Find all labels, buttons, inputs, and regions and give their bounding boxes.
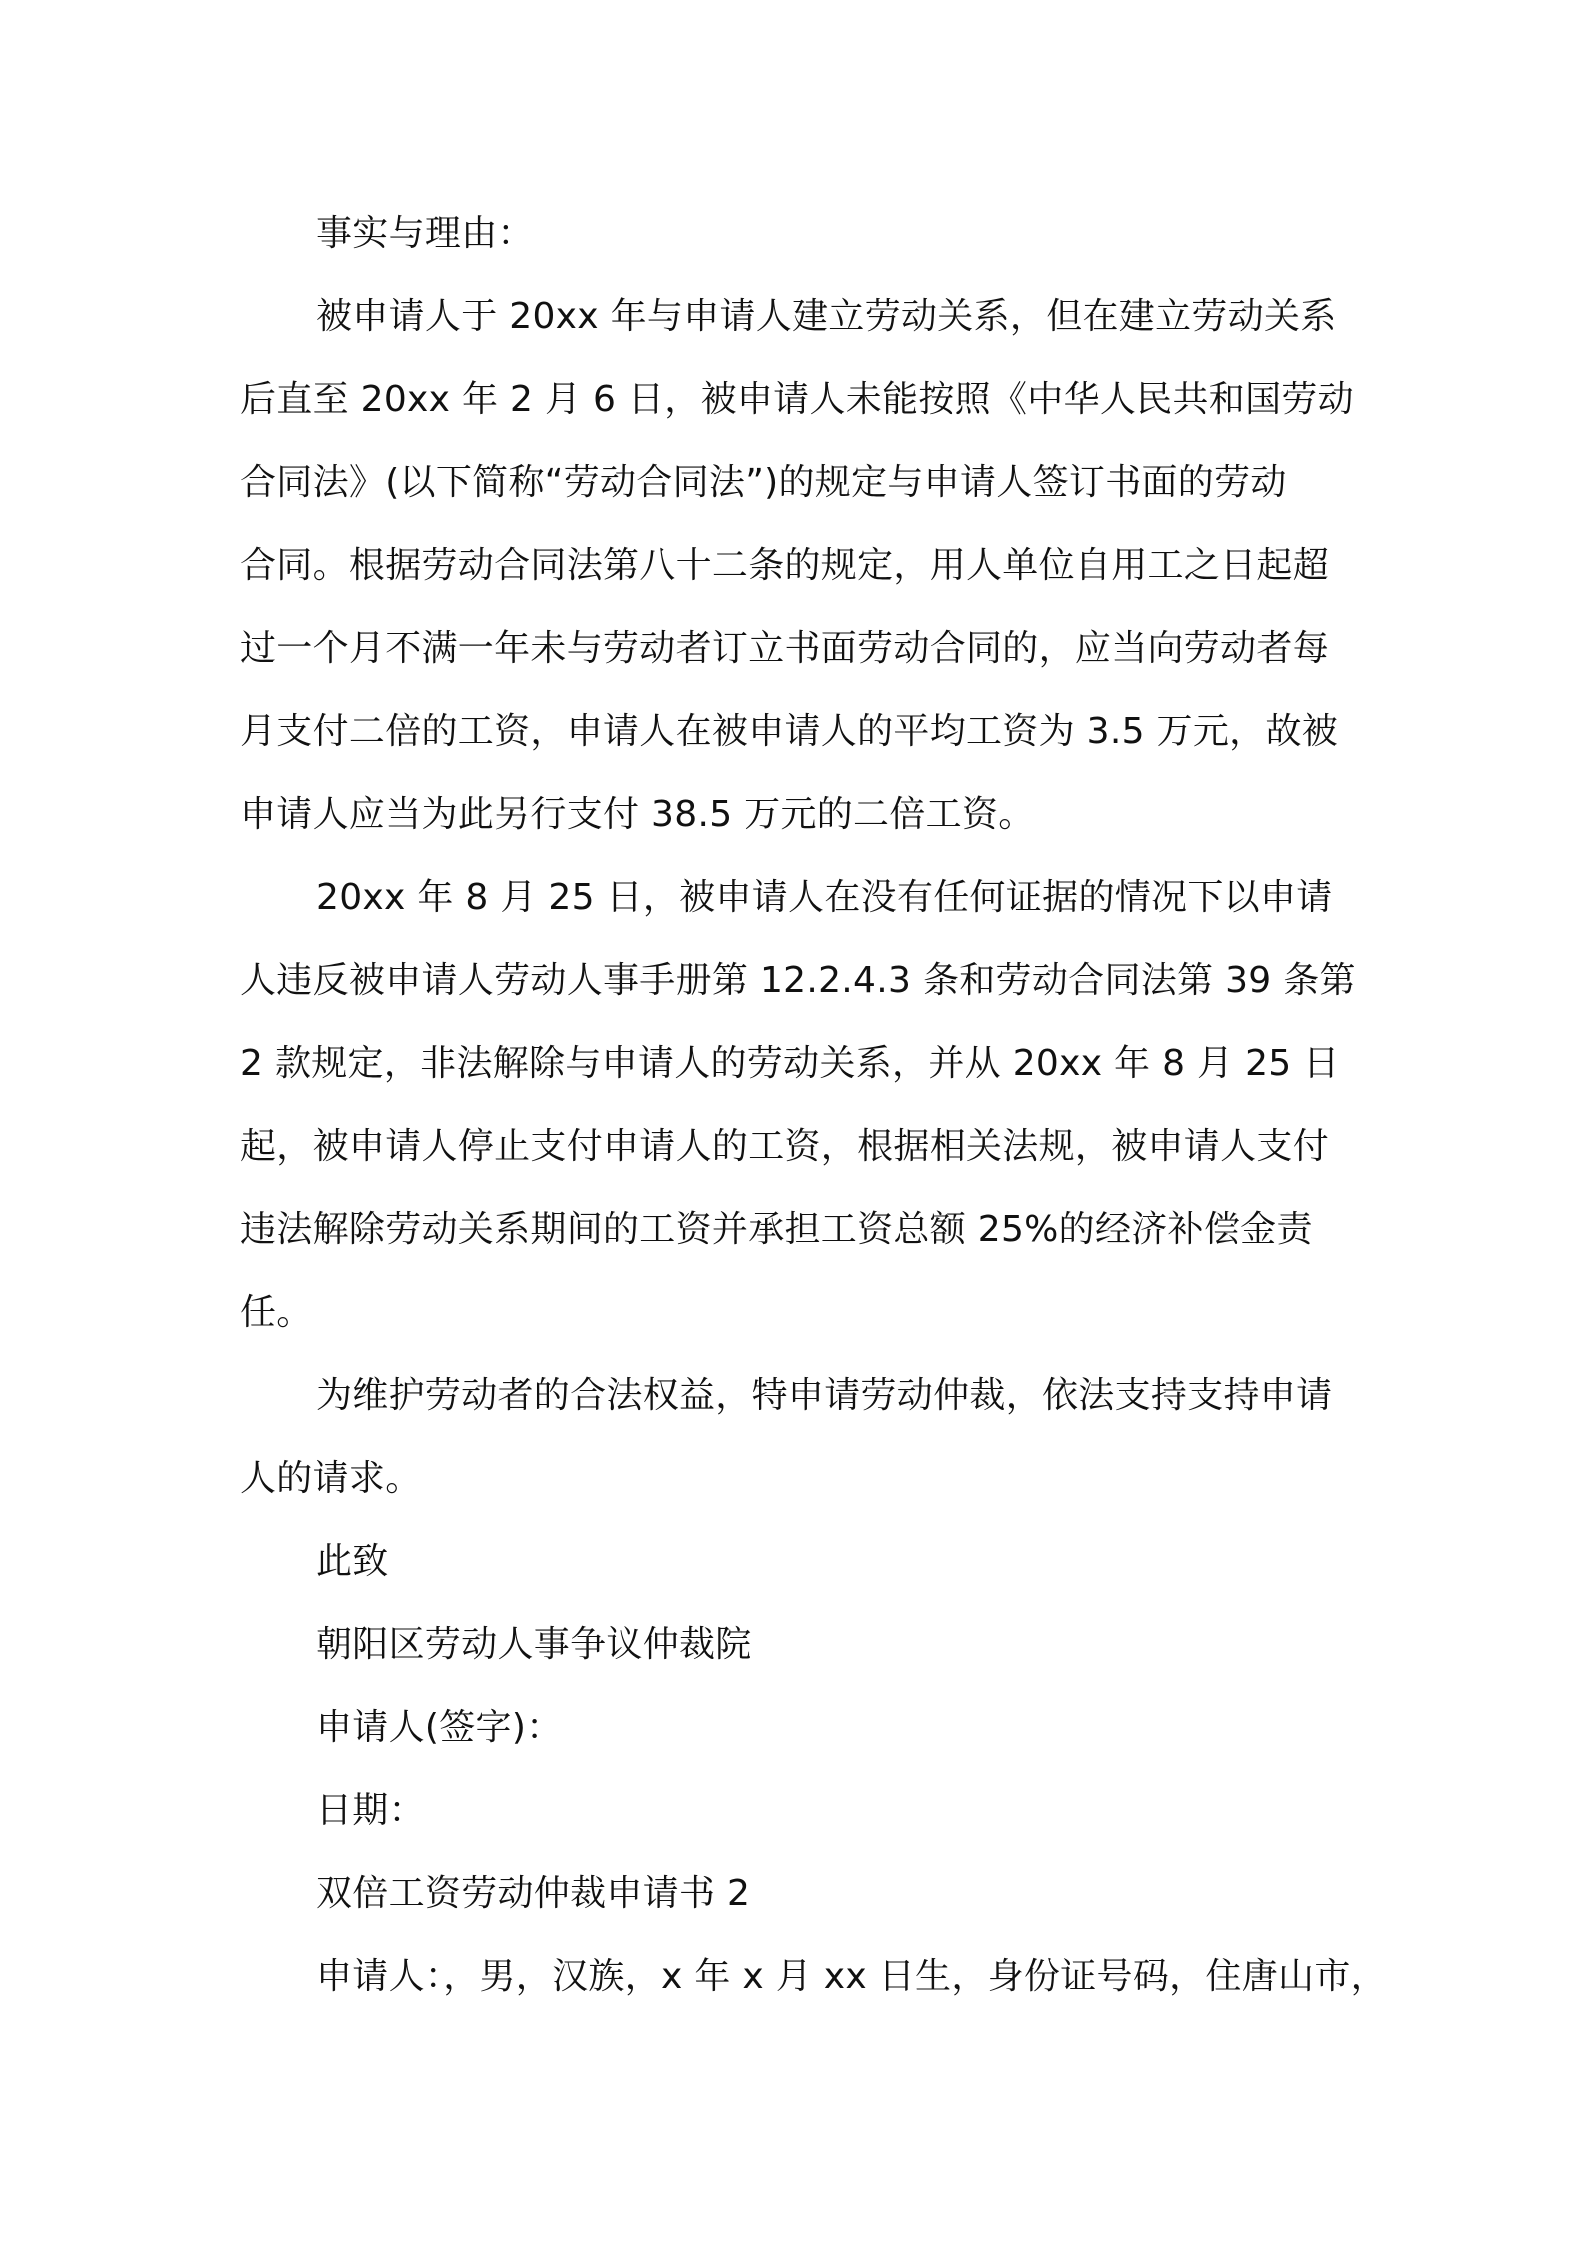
paragraph-termination: [240, 856, 1356, 1354]
paragraph-line: 被申请人于 20xx 年与申请人建立劳动关系，但在建立劳动关系: [316, 296, 1337, 337]
paragraph-line: 合同法》(以下简称“劳动合同法”)的规定与申请人签订书面的劳动: [240, 462, 1287, 503]
paragraph-line: 起，被申请人停止支付申请人的工资，根据相关法规，被申请人支付: [240, 1126, 1330, 1167]
paragraph-line: 人的请求。: [240, 1458, 422, 1499]
closing-salutation: 此致: [316, 1541, 389, 1582]
applicant-info: 申请人：，男，汉族，x 年 x 月 xx 日生，身份证号码，住唐山市，: [316, 1956, 1387, 1997]
paragraph-line: 月支付二倍的工资，申请人在被申请人的平均工资为 3.5 万元，故被: [240, 711, 1339, 752]
paragraph-line: 申请人应当为此另行支付 38.5 万元的二倍工资。: [240, 794, 1035, 835]
paragraph-line: 违法解除劳动关系期间的工资并承担工资总额 25%的经济补偿金责: [240, 1209, 1313, 1250]
document-body: [240, 192, 1387, 2018]
recipient-name: 朝阳区劳动人事争议仲裁院: [316, 1624, 752, 1665]
date-label: 日期：: [316, 1790, 425, 1831]
next-document-title: 双倍工资劳动仲裁申请书 2: [316, 1873, 751, 1914]
paragraph-facts: [240, 275, 1356, 856]
paragraph-line: 合同。根据劳动合同法第八十二条的规定，用人单位自用工之日起超: [240, 545, 1330, 586]
signature-label: 申请人(签字)：: [316, 1707, 563, 1748]
paragraph-request: [240, 1354, 1356, 1520]
paragraph-line: 过一个月不满一年未与劳动者订立书面劳动合同的，应当向劳动者每: [240, 628, 1330, 669]
paragraph-line: 2 款规定，非法解除与申请人的劳动关系，并从 20xx 年 8 月 25 日: [240, 1043, 1340, 1084]
paragraph-line: 任。: [240, 1292, 313, 1333]
paragraph-line: 人违反被申请人劳动人事手册第 12.2.4.3 条和劳动合同法第 39 条第: [240, 960, 1356, 1001]
section-heading: 事实与理由：: [316, 213, 534, 254]
paragraph-line: 为维护劳动者的合法权益，特申请劳动仲裁，依法支持支持申请: [316, 1375, 1333, 1416]
paragraph-line: 后直至 20xx 年 2 月 6 日，被申请人未能按照《中华人民共和国劳动: [240, 379, 1354, 420]
paragraph-line: 20xx 年 8 月 25 日，被申请人在没有任何证据的情况下以申请: [316, 877, 1333, 918]
